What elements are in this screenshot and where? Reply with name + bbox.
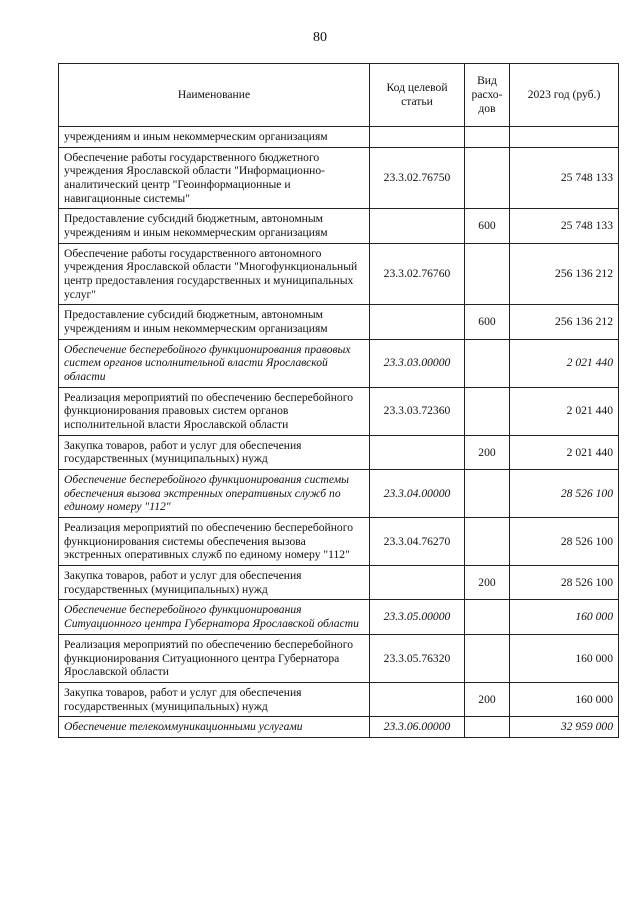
budget-table [58,63,619,738]
cell-name: Реализация мероприятий по обеспечению бесперебойного функционирования системы обеспечения вызова экстренных оперативных служб по единому номеру "112" [59,518,370,566]
cell-amount: 2 021 440 [510,387,619,435]
cell-type [465,387,510,435]
cell-amount: 160 000 [510,634,619,682]
cell-type: 600 [465,305,510,339]
header-name: Наименование [59,64,370,127]
cell-type: 600 [465,209,510,243]
cell-name: Реализация мероприятий по обеспечению бесперебойного функционирования правовых систем органов исполнительной власти Ярославской области [59,387,370,435]
cell-amount: 2 021 440 [510,435,619,469]
header-amount: 2023 год (руб.) [510,64,619,127]
cell-amount: 28 526 100 [510,566,619,600]
table-row [59,566,619,600]
cell-amount: 256 136 212 [510,305,619,339]
table-row [59,147,619,209]
cell-type [465,127,510,148]
cell-type [465,518,510,566]
cell-amount: 160 000 [510,682,619,716]
cell-name: Обеспечение бесперебойного функционирования Ситуационного центра Губернатора Ярославской области [59,600,370,634]
table-row [59,634,619,682]
cell-code: 23.3.04.76270 [370,518,465,566]
cell-amount: 2 021 440 [510,339,619,387]
cell-code [370,305,465,339]
cell-name: Обеспечение телекоммуникационными услугами [59,717,370,738]
table-row [59,209,619,243]
cell-type [465,600,510,634]
cell-name: Предоставление субсидий бюджетным, автономным учреждениям и иным некоммерческим организациям [59,209,370,243]
cell-code: 23.3.05.00000 [370,600,465,634]
cell-code: 23.3.06.00000 [370,717,465,738]
cell-type: 200 [465,566,510,600]
cell-amount: 32 959 000 [510,717,619,738]
table-row [59,339,619,387]
table-row [59,470,619,518]
cell-code [370,209,465,243]
page-number: 80 [313,30,327,45]
cell-amount: 256 136 212 [510,243,619,305]
cell-code [370,435,465,469]
cell-code: 23.3.03.00000 [370,339,465,387]
table-row [59,305,619,339]
cell-code: 23.3.04.00000 [370,470,465,518]
table-row [59,127,619,148]
table-header-row [59,64,619,127]
cell-name: Реализация мероприятий по обеспечению бесперебойного функционирования Ситуационного центра Губернатора Ярославской области [59,634,370,682]
cell-type [465,243,510,305]
cell-amount [510,127,619,148]
cell-code: 23.3.02.76750 [370,147,465,209]
cell-type [465,634,510,682]
table-row [59,435,619,469]
cell-name: Обеспечение работы государственного автономного учреждения Ярославской области "Многофункциональный центр предоставления государственных и муниципальных услуг" [59,243,370,305]
cell-code: 23.3.03.72360 [370,387,465,435]
cell-type [465,339,510,387]
cell-type: 200 [465,682,510,716]
cell-type [465,717,510,738]
table-body [59,127,619,738]
cell-type [465,147,510,209]
cell-name: учреждениям и иным некоммерческим организациям [59,127,370,148]
table-row [59,387,619,435]
cell-amount: 28 526 100 [510,470,619,518]
cell-amount: 25 748 133 [510,147,619,209]
cell-name: Предоставление субсидий бюджетным, автономным учреждениям и иным некоммерческим организациям [59,305,370,339]
table-row [59,243,619,305]
table-row [59,518,619,566]
table-row [59,682,619,716]
cell-name: Обеспечение бесперебойного функционирования правовых систем органов исполнительной власти Ярославской области [59,339,370,387]
cell-name: Закупка товаров, работ и услуг для обеспечения государственных (муниципальных) нужд [59,682,370,716]
table-row [59,717,619,738]
cell-type [465,470,510,518]
cell-code: 23.3.05.76320 [370,634,465,682]
cell-code [370,127,465,148]
cell-name: Закупка товаров, работ и услуг для обеспечения государственных (муниципальных) нужд [59,435,370,469]
cell-type: 200 [465,435,510,469]
cell-name: Закупка товаров, работ и услуг для обеспечения государственных (муниципальных) нужд [59,566,370,600]
header-type: Вид расхо-дов [465,64,510,127]
cell-code: 23.3.02.76760 [370,243,465,305]
table-row [59,600,619,634]
cell-name: Обеспечение работы государственного бюджетного учреждения Ярославской области "Информационно-аналитический центр "Геоинформационные и навигационные системы" [59,147,370,209]
cell-amount: 160 000 [510,600,619,634]
cell-name: Обеспечение бесперебойного функционирования системы обеспечения вызова экстренных оперативных служб по единому номеру "112" [59,470,370,518]
header-code: Код целевой статьи [370,64,465,127]
cell-code [370,566,465,600]
cell-amount: 25 748 133 [510,209,619,243]
cell-amount: 28 526 100 [510,518,619,566]
cell-code [370,682,465,716]
